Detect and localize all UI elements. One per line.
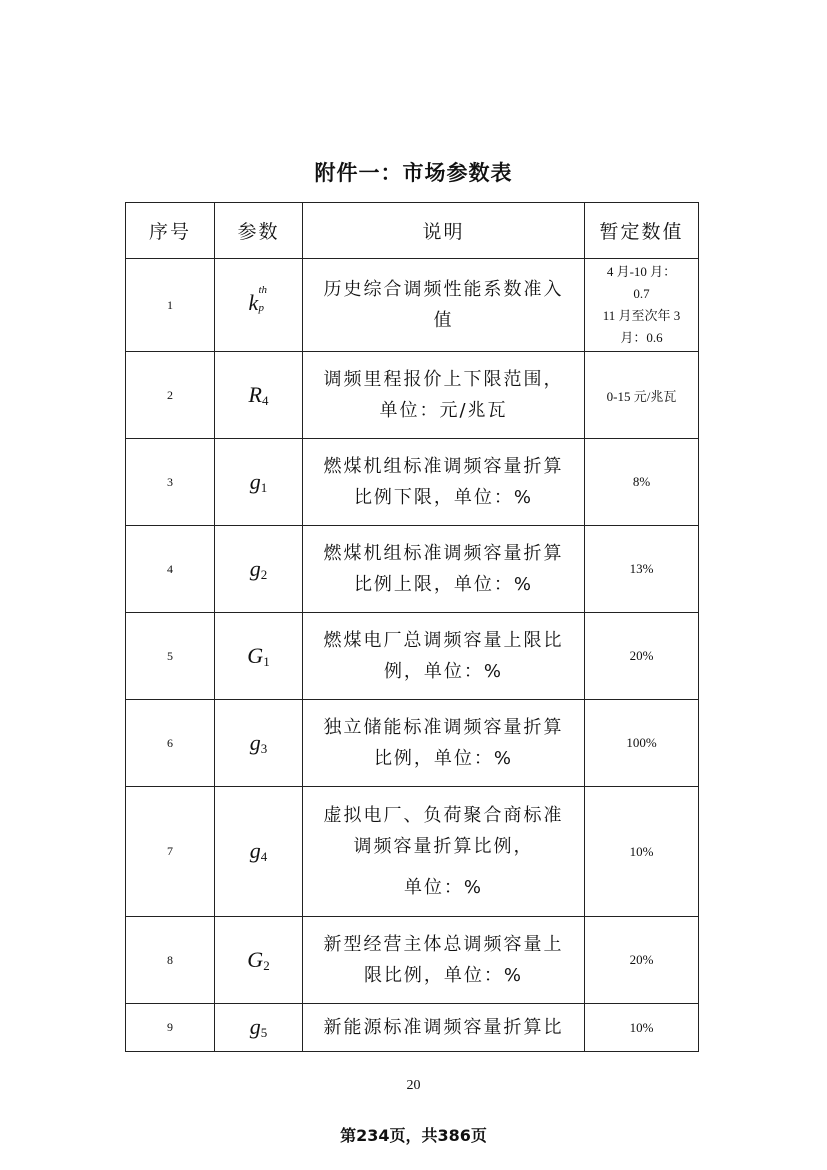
row-value: 100% [585, 700, 699, 787]
table-row [126, 1004, 699, 1052]
table-row [126, 917, 699, 1004]
row-value: 10% [585, 787, 699, 917]
row-value: 20% [585, 613, 699, 700]
row-value: 13% [585, 526, 699, 613]
row-description: 调频里程报价上下限范围， 单位：元/兆瓦 [303, 352, 585, 439]
table-header-row [126, 203, 699, 259]
header-value: 暂定数值 [585, 203, 699, 259]
row-index: 4 [126, 526, 215, 613]
row-description: 燃煤电厂总调频容量上限比 例，单位：% [303, 613, 585, 700]
table-row [126, 787, 699, 917]
table-row [126, 700, 699, 787]
row-index: 7 [126, 787, 215, 917]
row-description: 燃煤机组标准调频容量折算 比例上限，单位：% [303, 526, 585, 613]
row-value: 10% [585, 1004, 699, 1052]
row-symbol: $g_3$ [215, 700, 303, 787]
page-title: 附件一：市场参数表 [314, 161, 513, 185]
row-index: 1 [126, 259, 215, 352]
row-description: 新能源标准调频容量折算比 [303, 1004, 585, 1052]
row-symbol: $g_2$ [215, 526, 303, 613]
row-index: 2 [126, 352, 215, 439]
table-row [126, 352, 699, 439]
row-symbol: $R_4$ [215, 352, 303, 439]
row-description: 虚拟电厂、负荷聚合商标准 调频容量折算比例， 单位：% [303, 787, 585, 917]
row-description: 新型经营主体总调频容量上 限比例，单位：% [303, 917, 585, 1004]
row-index: 5 [126, 613, 215, 700]
row-value: 4 月-10 月： 0.7 11 月至次年 3 月：0.6 [585, 259, 699, 352]
row-symbol [215, 259, 303, 352]
header-index: 序号 [126, 203, 215, 259]
table-row [126, 259, 699, 352]
row-value: 8% [585, 439, 699, 526]
row-symbol: $g_1$ [215, 439, 303, 526]
row-description: 独立储能标准调频容量折算 比例，单位：% [303, 700, 585, 787]
row-symbol: $G_1$ [215, 613, 303, 700]
table-row [126, 613, 699, 700]
symbol-kp: k th p [248, 284, 268, 315]
table-row [126, 526, 699, 613]
table-row [126, 439, 699, 526]
row-index: 6 [126, 700, 215, 787]
row-value: 20% [585, 917, 699, 1004]
row-value: 0-15 元/兆瓦 [585, 352, 699, 439]
market-parameter-table [125, 202, 699, 1052]
row-description: 历史综合调频性能系数准入 值 [303, 259, 585, 352]
header-description: 说明 [303, 203, 585, 259]
row-index: 9 [126, 1004, 215, 1052]
page-number: 20 [406, 1078, 421, 1093]
row-symbol: $g_5$ [215, 1004, 303, 1052]
page-footer: 第234页，共386页 [340, 1126, 487, 1145]
row-index: 8 [126, 917, 215, 1004]
row-description: 燃煤机组标准调频容量折算 比例下限，单位：% [303, 439, 585, 526]
row-index: 3 [126, 439, 215, 526]
row-symbol: $G_2$ [215, 917, 303, 1004]
row-symbol: $g_4$ [215, 787, 303, 917]
header-parameter: 参数 [215, 203, 303, 259]
